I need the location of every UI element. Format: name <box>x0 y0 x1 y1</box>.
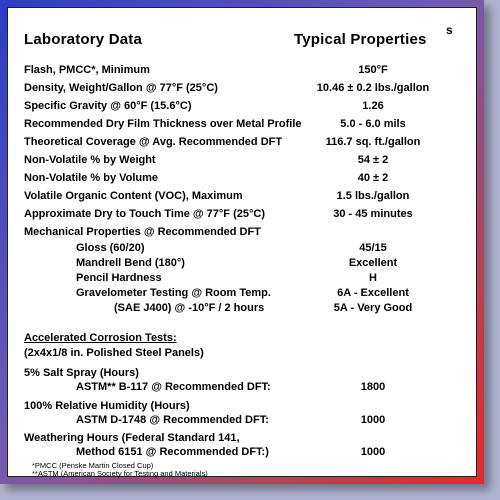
weathering-title: Weathering Hours (Federal Standard 141, <box>24 432 240 444</box>
property-label: Density, Weight/Gallon @ 77°F (25°C) <box>24 82 218 94</box>
property-value: 1.26 <box>362 100 384 112</box>
property-value: 150°F <box>358 64 388 76</box>
mechanical-label: (SAE J400) @ -10°F / 2 hours <box>114 302 265 314</box>
laboratory-data-title: Laboratory Data <box>24 31 143 48</box>
corrosion-test-value: 1000 <box>360 414 386 426</box>
property-value: 5.0 - 6.0 mils <box>340 118 406 130</box>
corrosion-test-label: Method 6151 @ Recommended DFT:) <box>76 446 269 458</box>
property-label: Approximate Dry to Touch Time @ 77°F (25°C) <box>24 208 265 220</box>
mechanical-value: 5A - Very Good <box>333 302 413 314</box>
salt-spray-title: 5% Salt Spray (Hours) <box>24 367 139 379</box>
mechanical-value: 45/15 <box>359 242 387 254</box>
property-label: Flash, PMCC*, Minimum <box>24 64 150 76</box>
property-label: Mechanical Properties @ Recommended DFT <box>24 226 261 238</box>
property-label: Volatile Organic Content (VOC), Maximum <box>24 190 243 202</box>
mechanical-label: Gravelometer Testing @ Room Temp. <box>76 287 271 299</box>
property-label: Non-Volatile % by Weight <box>24 154 156 166</box>
property-value: 54 ± 2 <box>357 154 389 166</box>
property-value: 1.5 lbs./gallon <box>336 190 410 202</box>
corrosion-test-label: ASTM D-1748 @ Recommended DFT: <box>76 414 269 426</box>
property-label: Specific Gravity @ 60°F (15.6°C) <box>24 100 192 112</box>
data-sheet <box>7 7 477 477</box>
mechanical-label: Mandrell Bend (180°) <box>76 257 185 269</box>
mechanical-value: 6A - Excellent <box>337 287 409 299</box>
humidity-title: 100% Relative Humidity (Hours) <box>24 400 190 412</box>
property-value: 10.46 ± 0.2 lbs./gallon <box>316 82 430 94</box>
mechanical-label: Pencil Hardness <box>76 272 162 284</box>
corrosion-test-label: ASTM** B-117 @ Recommended DFT: <box>76 381 271 393</box>
corrosion-test-value: 1000 <box>360 446 386 458</box>
property-label: Theoretical Coverage @ Avg. Recommended DFT <box>24 136 283 148</box>
mechanical-value: H <box>369 272 377 284</box>
property-value: 116.7 sq. ft./gallon <box>325 136 421 148</box>
corrosion-subheading: (2x4x1/8 in. Polished Steel Panels) <box>24 347 204 359</box>
footnote: **ASTM (American Society for Testing and Materials) <box>32 469 208 478</box>
property-label: Non-Volatile % by Volume <box>24 172 159 184</box>
typical-properties-title: Typical Properties <box>294 31 427 48</box>
property-value: 30 - 45 minutes <box>333 208 413 220</box>
corrosion-heading: Accelerated Corrosion Tests: <box>24 332 177 344</box>
footnote: *PMCC (Penske Martin Closed Cup) <box>32 461 154 470</box>
mechanical-label: Gloss (60/20) <box>76 242 145 254</box>
mechanical-value: Excellent <box>348 257 398 269</box>
corner-mark: s <box>446 23 453 37</box>
property-label: Recommended Dry Film Thickness over Metal Profile <box>24 118 302 130</box>
property-value: 40 ± 2 <box>357 172 389 184</box>
corrosion-test-value: 1800 <box>360 381 386 393</box>
